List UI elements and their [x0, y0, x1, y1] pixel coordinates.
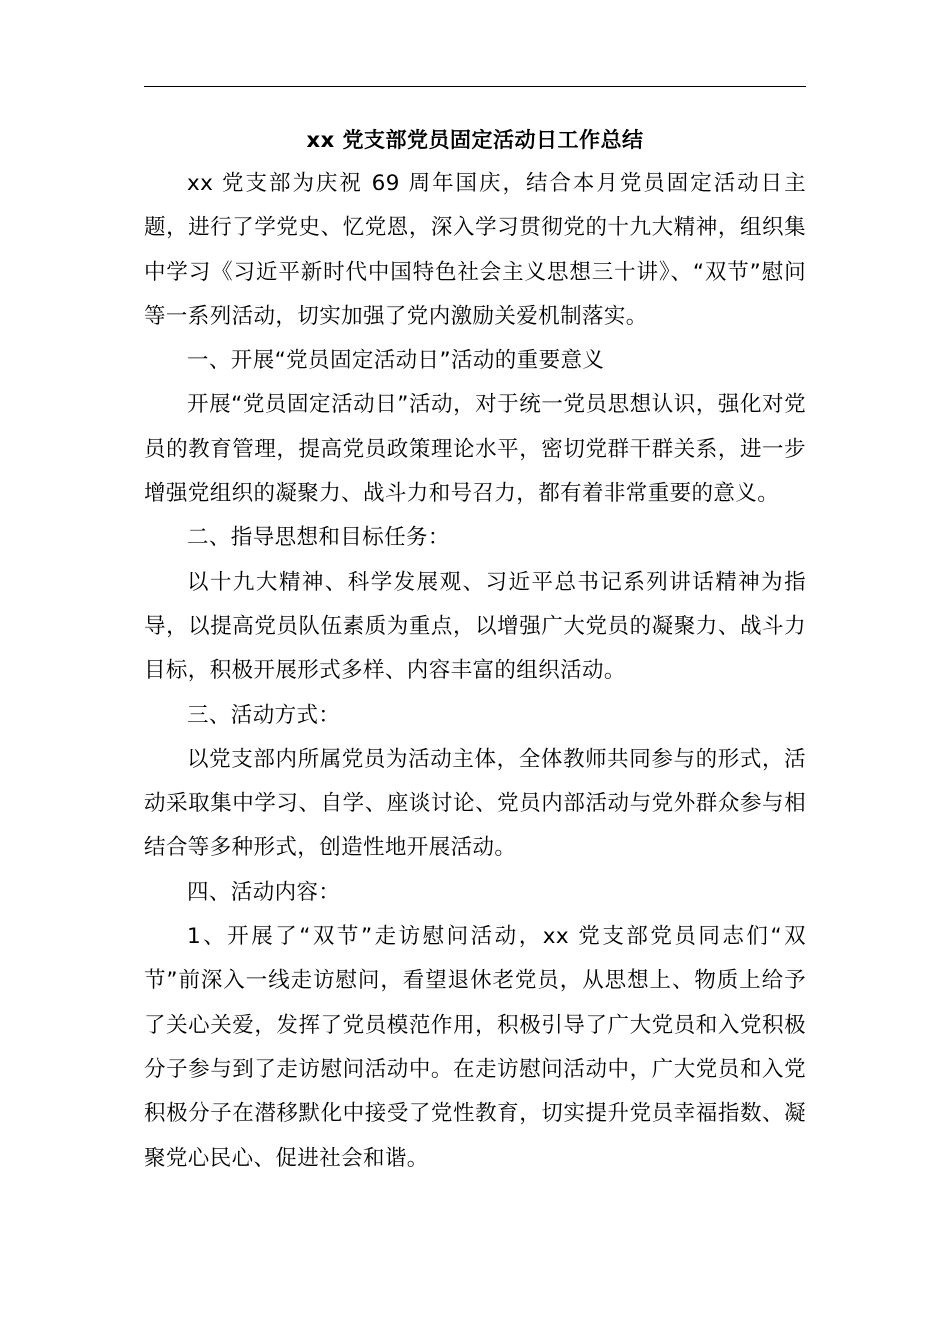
guiding-ideology-paragraph: 以十九大精神、科学发展观、习近平总书记系列讲话精神为指导，以提高党员队伍素质为重点，以增强广大党员的凝聚力、战斗力目标，积极开展形式多样、内容丰富的组织活动。 [144, 569, 806, 684]
significance-paragraph: 开展“党员固定活动日”活动，对于统一党员思想认识，强化对党员的教育管理，提高党员政策理论水平，密切党群干群关系，进一步增强党组织的凝聚力、战斗力和号召力，都有着非常重要的意义。 [144, 392, 806, 507]
section-heading-activity-method: 三、活动方式： [187, 702, 341, 728]
header-rule [144, 86, 806, 87]
activity-method-paragraph: 以党支部内所属党员为活动主体，全体教师共同参与的形式，活动采取集中学习、自学、座谈讨论、党员内部活动与党外群众参与相结合等多种形式，创造性地开展活动。 [144, 746, 806, 861]
intro-paragraph: xx 党支部为庆祝 69 周年国庆，结合本月党员固定活动日主题，进行了学党史、忆党恩，深入学习贯彻党的十九大精神，组织集中学习《习近平新时代中国特色社会主义思想三十讲》、“双节”慰问等一系列活动，切实加强了党内激励关爱机制落实。 [144, 171, 806, 329]
section-heading-significance: 一、开展“党员固定活动日”活动的重要意义 [187, 348, 605, 374]
document-title: xx 党支部党员固定活动日工作总结 [306, 128, 644, 152]
section-heading-guiding-ideology: 二、指导思想和目标任务： [187, 525, 450, 551]
section-heading-activity-content: 四、活动内容： [187, 879, 341, 905]
activity-content-paragraph: 1、开展了“双节”走访慰问活动，xx 党支部党员同志们“双节”前深入一线走访慰问，看望退休老党员，从思想上、物质上给予了关心关爱，发挥了党员模范作用，积极引导了广大党员和入党积极分子参与到了走访慰问活动中。在走访慰问活动中，广大党员和入党积极分子在潜移默化中接受了党性教育，切实提升党员幸福指数、凝聚党心民心、促进社会和谐。 [144, 924, 806, 1171]
document-body [144, 118, 806, 1181]
